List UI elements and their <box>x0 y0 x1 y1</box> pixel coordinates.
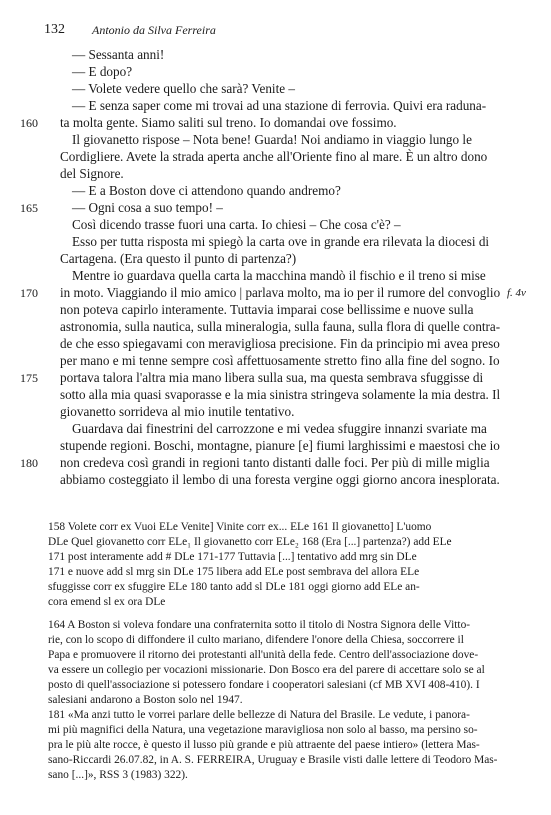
text-line: — Volete vedere quello che sarà? Venite – <box>72 81 296 96</box>
apparatus-line: cora emend sl ex ora DLe <box>48 596 166 608</box>
text-line: del Signore. <box>60 166 124 181</box>
line-number: 170 <box>20 286 38 300</box>
text-line: stupende regioni. Boschi, montagne, pianure [e] fiumi larghissimi e maestosi che io <box>60 438 500 453</box>
footnote-line: va essere un collegio per vocazioni missionarie. Don Bosco era del parere di accettare solo se al <box>48 664 485 676</box>
footnote-line: sano-Riccardi 26.07.82, in A. S. FERREIRA, Uruguay e Brasile visti dalle lettere di Teodoro Mas- <box>48 754 498 766</box>
footnote-line: salesiani andarono a Boston solo nel 1947. <box>48 694 243 706</box>
apparatus-line: DLe Quel giovanetto corr ELe₁ Il giovanetto corr ELe₂ 168 (Era [...] partenza?) add ELe <box>48 536 452 548</box>
text-line: Così dicendo trasse fuori una carta. Io chiesi – Che cosa c'è? – <box>72 217 401 232</box>
page-number: 132 <box>44 22 65 37</box>
text-line: de che esso spiegavami con meravigliosa precisione. Fin da principio mi avea preso <box>60 336 500 351</box>
line-number: 165 <box>20 201 38 215</box>
text-line: — Ogni cosa a suo tempo! – <box>72 200 223 215</box>
apparatus-line: 158 Volete corr ex Vuoi ELe Venite] Vinite corr ex... ELe 161 Il giovanetto] L'uomo <box>48 521 432 533</box>
footnote-line: rie, con lo scopo di diffondere il culto mariano, difendere l'onore della Chiesa, soccorrere il <box>48 634 464 646</box>
footnote-line: 164 A Boston si voleva fondare una confraternita sotto il titolo di Nostra Signora delle Vitto- <box>48 619 471 631</box>
text-line: — E senza saper come mi trovai ad una stazione di ferrovia. Quivi era raduna- <box>72 98 487 113</box>
text-line: in moto. Viaggiando il mio amico | parlava molto, ma io per il rumore del convoglio <box>60 285 501 300</box>
text-line: Cartagena. (Era questo il punto di partenza?) <box>60 251 297 266</box>
apparatus-line: 171 post interamente add # DLe 171-177 Tuttavia [...] tentativo add mrg sin DLe <box>48 551 417 563</box>
text-line: — E dopo? <box>72 64 133 79</box>
line-number: 180 <box>20 456 38 470</box>
text-line: sotto alla mia quasi svaporasse e la mia sinistra stringeva solamente la mia destra. Il <box>60 387 501 402</box>
text-line: — Sessanta anni! <box>72 47 165 62</box>
footnote-line: mi più magnifici della Natura, una vegetazione maravigliosa non solo al basso, ma persino so- <box>48 724 478 736</box>
running-header-author: Antonio da Silva Ferreira <box>92 23 216 37</box>
apparatus-line: 171 e nuove add sl mrg sin DLe 175 libera add ELe post sembrava del allora ELe <box>48 566 420 578</box>
text-line: — E a Boston dove ci attendono quando andremo? <box>72 183 341 198</box>
footnote-line: Papa e promuovere il ritorno dei protestanti all'unità della fede. Centro dell'associazione dove- <box>48 649 479 661</box>
footnote-line: posto di quell'associazione si potessero fondare i cooperatori salesiani (cf MB XVI 408-410). I <box>48 679 480 691</box>
text-line: per mano e mi tenne sempre così affettuosamente stretto fino alla fine del sogno. Io <box>60 353 500 368</box>
line-number: 175 <box>20 371 38 385</box>
text-line: abbiamo costeggiato il lembo di una foresta vergine oggi giorno ancora inesplorata. <box>60 472 500 487</box>
footnote-line: sano [...]», RSS 3 (1983) 322). <box>48 769 188 781</box>
text-line: Il giovanetto rispose – Nota bene! Guarda! Noi andiamo in viaggio lungo le <box>72 132 472 147</box>
text-line: non poteva capirlo interamente. Tuttavia imparai cose bellissime e nuove sulla <box>60 302 474 317</box>
footnote-line: 181 «Ma anzi tutto le vorrei parlare delle bellezze di Natura del Brasile. Le vedute, i panora- <box>48 709 470 721</box>
text-line: portava talora l'altra mia mano libera sulla sua, ma questa sembrava sfuggisse di <box>60 370 484 385</box>
text-line: Cordigliere. Avete la strada aperta anche all'Oriente fino al mare. È un altro dono <box>60 149 488 164</box>
text-line: non credeva così grandi in regioni tanto distanti dalle foci. Per più di mille miglia <box>60 455 490 470</box>
margin-folio-note: f. 4v <box>507 287 526 299</box>
line-number: 160 <box>20 116 38 130</box>
text-line: Guardava dai finestrini del carrozzone e mi vedea sfuggire innanzi svariate ma <box>72 421 487 436</box>
text-line: Esso per tutta risposta mi spiegò la carta ove in grande era rilevata la diocesi di <box>72 234 490 249</box>
footnote-line: pra le più alte rocce, è questo il lusso più grande e più attraente del paese intiero» (lettera Mas- <box>48 739 480 751</box>
text-line: Mentre io guardava quella carta la macchina mandò il fischio e il treno si mise <box>72 268 486 283</box>
text-line: ta molta gente. Siamo saliti sul treno. Io domandai ove fossimo. <box>60 115 397 130</box>
apparatus-line: sfuggisse corr ex sfuggire ELe 180 tanto add sl DLe 181 oggi giorno add ELe an- <box>48 581 420 593</box>
text-line: giovanetto sorrideva al mio inutile tentativo. <box>60 404 295 419</box>
text-line: astronomia, sulla nautica, sulla mineralogia, sulla fauna, sulla flora di quelle contra- <box>60 319 501 334</box>
